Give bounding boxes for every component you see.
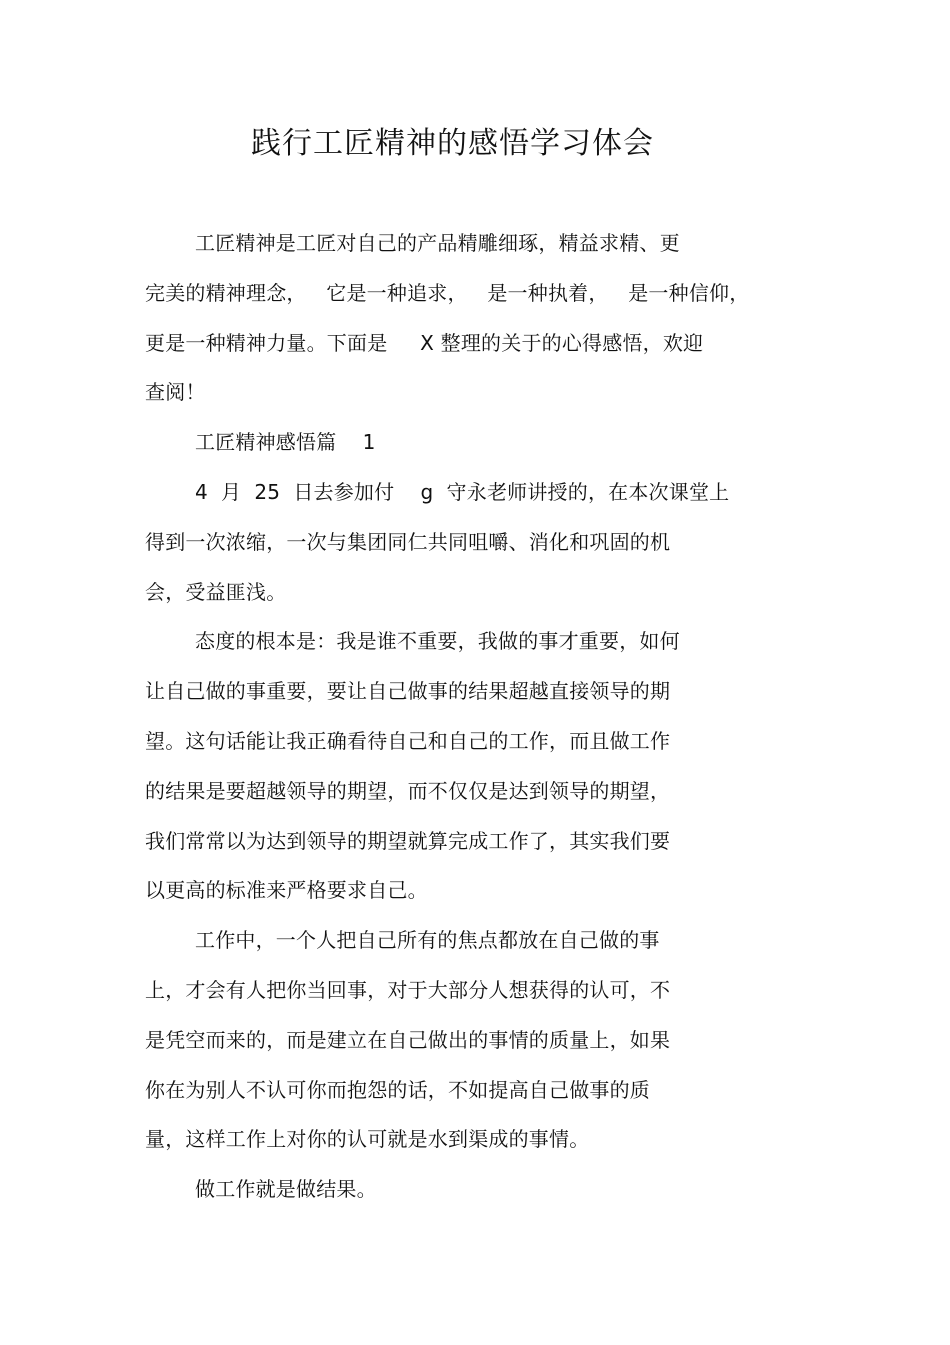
text-line: 工匠精神是工匠对自己的产品精雕细琢，精益求精、更 — [195, 231, 680, 255]
text-line: 我们常常以为达到领导的期望就算完成工作了，其实我们要 — [145, 828, 671, 853]
text-line: 是凭空而来的，而是建立在自己做出的事情的质量上，如果 — [145, 1027, 671, 1052]
text-line: 做工作就是做结果。 — [195, 1177, 377, 1202]
text-line: 上，才会有人把你当回事，对于大部分人想获得的认可，不 — [145, 977, 671, 1002]
text-line: 工作中，一个人把自己所有的焦点都放在自己做的事 — [195, 928, 660, 953]
text-line: 查阅！ — [145, 380, 206, 405]
text-line: 的结果是要超越领导的期望，而不仅仅是达到领导的期望， — [145, 778, 671, 803]
document-body — [145, 219, 805, 1215]
text-line: 得到一次浓缩，一次与集团同仁共同咀嚼、消化和巩固的机 — [145, 529, 671, 554]
text-line: 4 月 25 日去参加付 g 守永老师讲授的，在本次课堂上 — [195, 479, 730, 504]
text-line: 以更高的标准来严格要求自己。 — [145, 878, 428, 903]
text-line: 让自己做的事重要，要让自己做事的结果超越直接领导的期 — [145, 679, 671, 704]
text-line: 量，这样工作上对你的认可就是水到渠成的事情。 — [145, 1127, 590, 1152]
text-line: 望。这句话能让我正确看待自己和自己的工作，而且做工作 — [145, 728, 671, 753]
text-line: 你在为别人不认可你而抱怨的话，不如提高自己做事的质 — [145, 1077, 650, 1102]
document-title: 践行工匠精神的感悟学习体会 — [251, 126, 654, 161]
text-line: 完美的精神理念， 它是一种追求， 是一种执着， 是一种信仰， — [145, 280, 750, 305]
text-line: 会，受益匪浅。 — [145, 579, 287, 604]
text-line: 更是一种精神力量。下面是 X 整理的关于的心得感悟，欢迎 — [145, 330, 704, 355]
text-line: 态度的根本是：我是谁不重要，我做的事才重要，如何 — [195, 629, 680, 654]
text-line: 工匠精神感悟篇 1 — [195, 430, 376, 455]
